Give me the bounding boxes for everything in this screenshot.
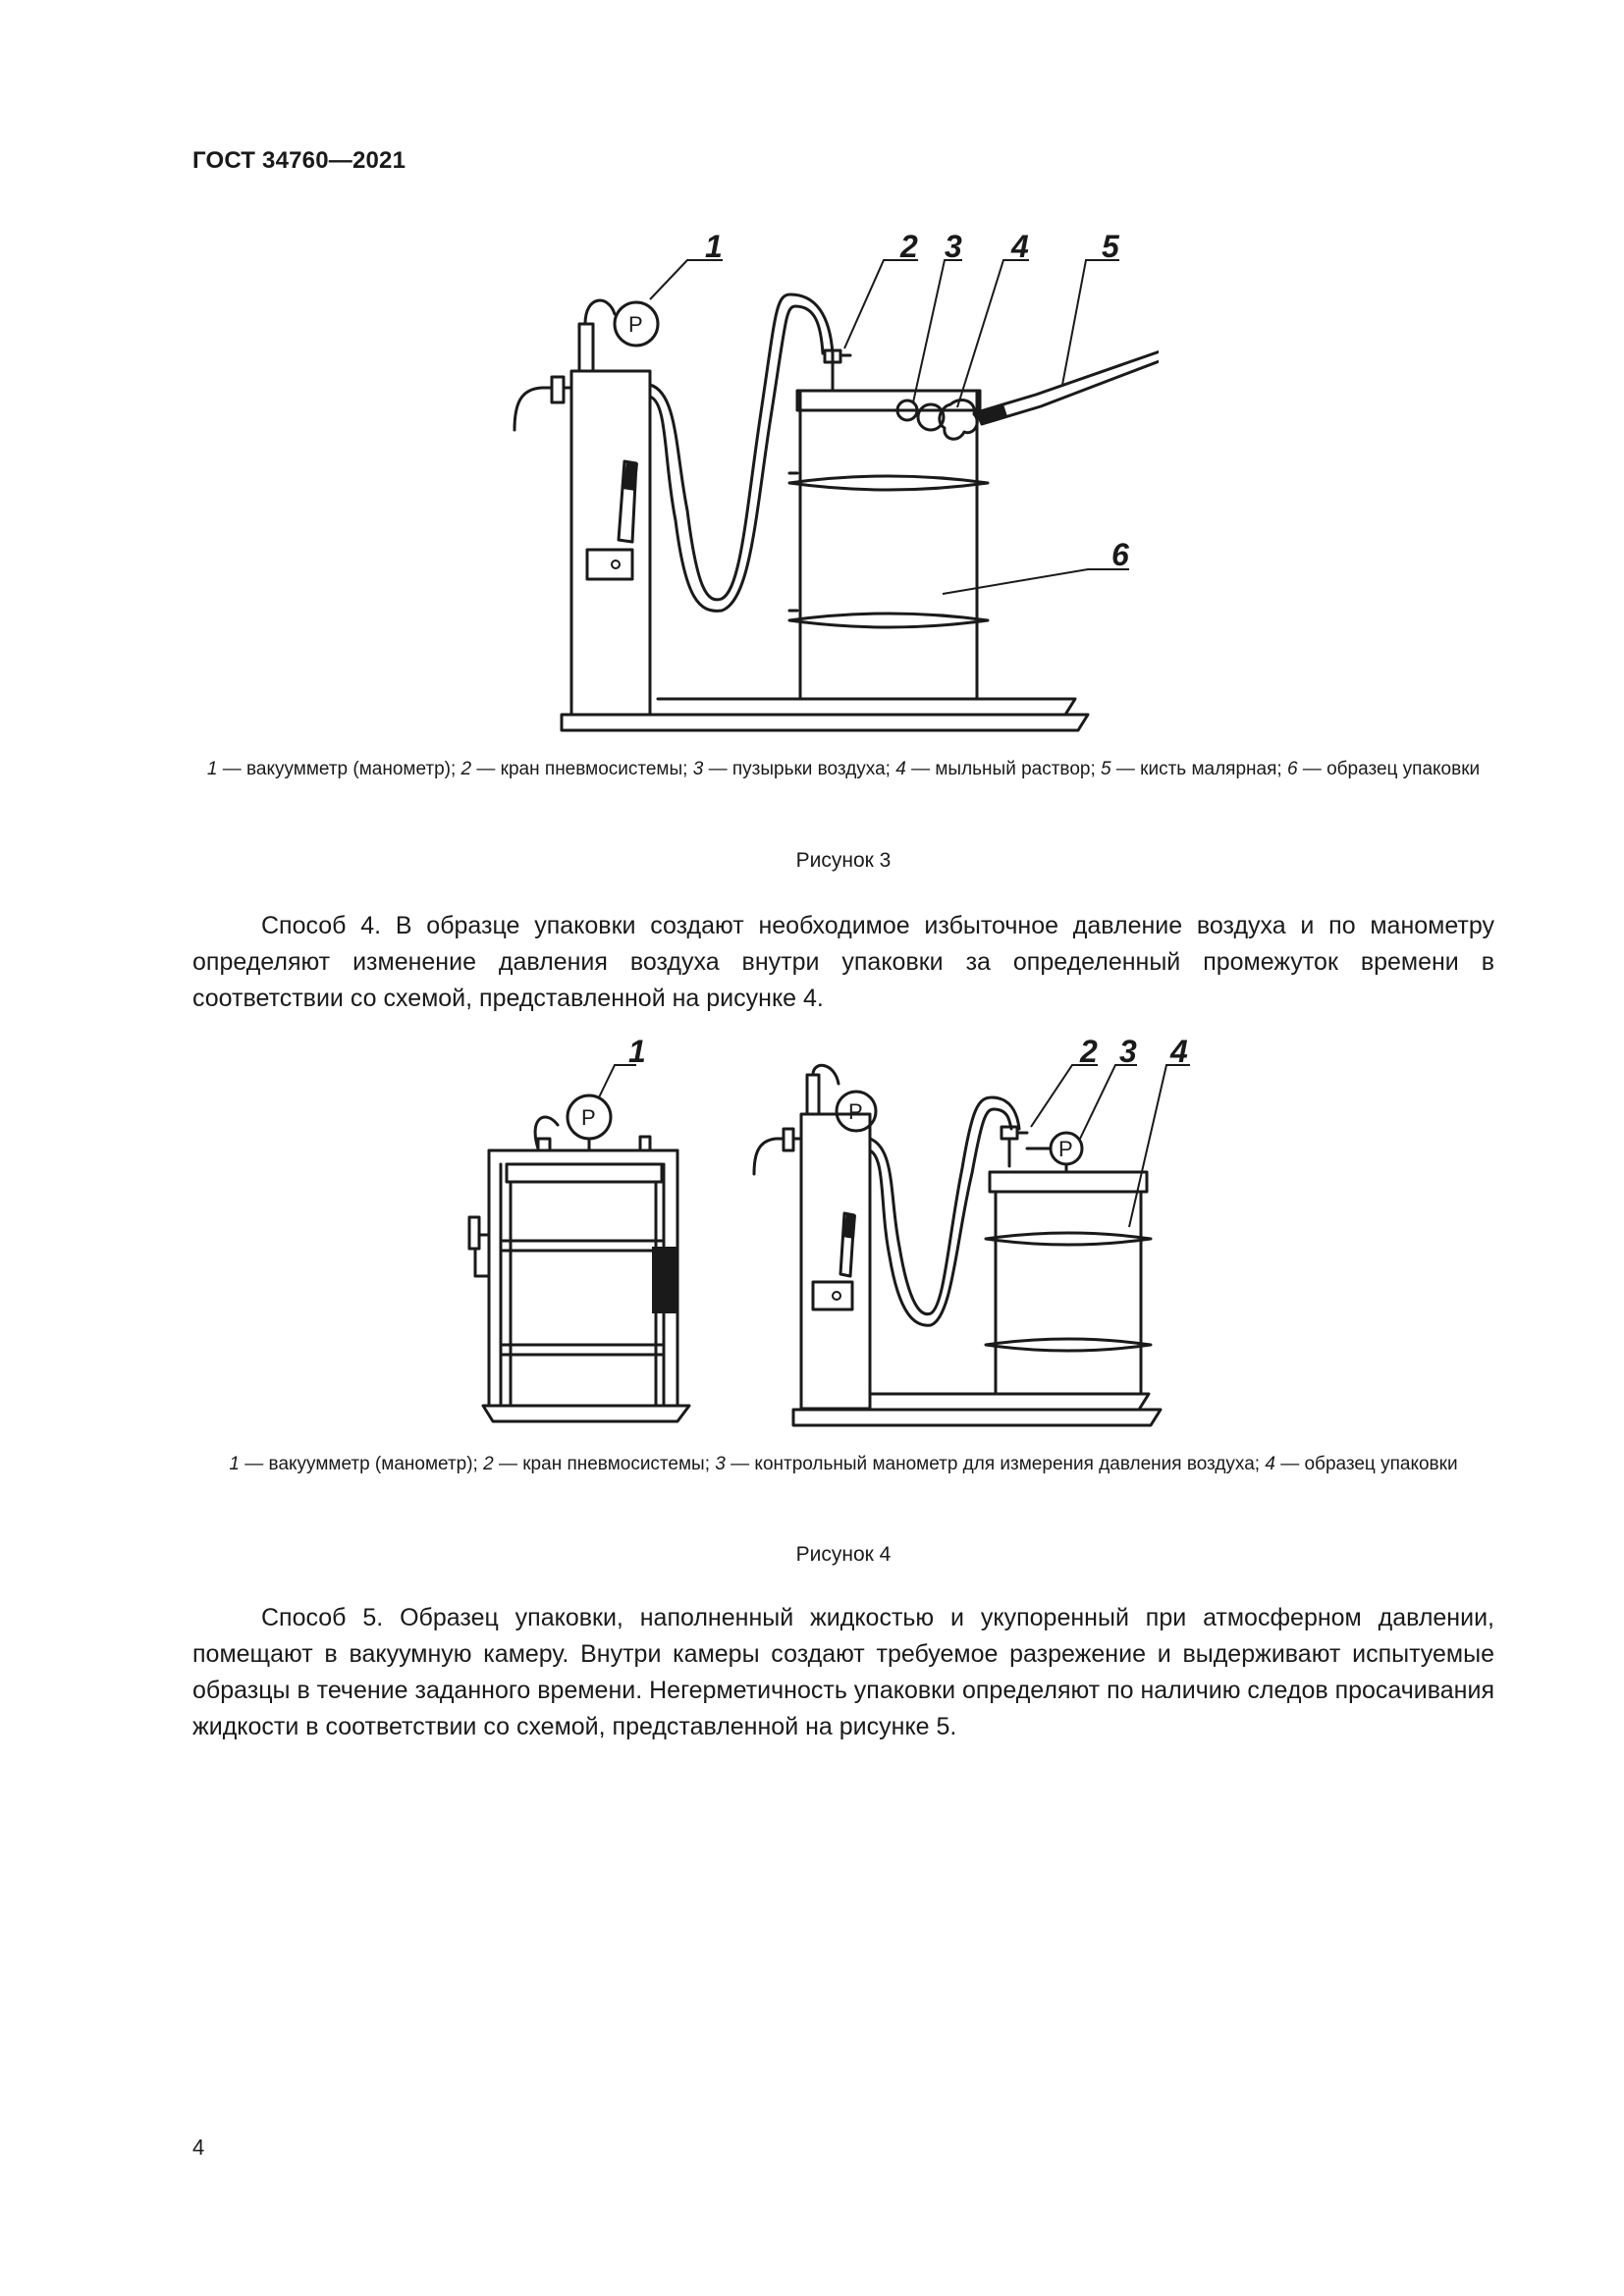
gauge-letter: P xyxy=(848,1099,863,1124)
gauge-letter: P xyxy=(581,1105,596,1130)
legend-text: — кран пневмосистемы; xyxy=(471,759,693,779)
paragraph-text: Способ 5. Образец упаковки, наполненный жидкостью и укупоренный при атмосферном давлении, помещают в вакуумную камеру. Внутри камеры создают требуемое разрежение и выдерживают испытуемые образцы в течение заданного времени. Негерметичность упаковки определяют по наличию следов просачивания жидкости в соответствии со схемой, представленной на рисунке 5. xyxy=(192,1604,1494,1740)
legend-text: — образец упаковки xyxy=(1274,1454,1458,1474)
page-number: 4 xyxy=(192,2135,205,2160)
gauge-letter: P xyxy=(628,312,643,337)
paragraph-method-4 xyxy=(192,908,1494,1017)
legend-num: 4 xyxy=(1265,1454,1275,1474)
fig4-label-4: 4 xyxy=(1170,1034,1188,1069)
legend-num: 2 xyxy=(460,759,472,779)
legend-num: 3 xyxy=(692,759,704,779)
legend-text: — контрольный манометр для измерения давления воздуха; xyxy=(725,1454,1266,1474)
fig4-label-2: 2 xyxy=(1080,1034,1098,1069)
legend-num: 3 xyxy=(715,1454,726,1474)
paragraph-text: Способ 4. В образце упаковки создают необходимое избыточное давление воздуха и по манометру определяют изменение давления воздуха внутри упаковки за определенный промежуток времени в соответствии со схемой, представленной на рисунке 4. xyxy=(192,912,1494,1012)
gauge-letter: P xyxy=(1058,1137,1073,1161)
fig3-label-2: 2 xyxy=(900,229,918,264)
figure-4-legend xyxy=(192,1451,1494,1477)
legend-text: — кисть малярная; xyxy=(1110,759,1287,779)
fig3-label-4: 4 xyxy=(1011,229,1029,264)
figure-4-drawing xyxy=(461,1031,1208,1443)
legend-text: — кран пневмосистемы; xyxy=(493,1454,716,1474)
fig4-label-1: 1 xyxy=(628,1034,646,1069)
paragraph-method-5 xyxy=(192,1600,1494,1745)
figure-4-title: Рисунок 4 xyxy=(795,1543,892,1566)
fig3-label-5: 5 xyxy=(1102,229,1119,264)
document-header: ГОСТ 34760—2021 xyxy=(192,147,406,174)
legend-text: — образец упаковки xyxy=(1297,759,1481,779)
legend-text: — пузырьки воздуха; xyxy=(703,759,896,779)
figure-3-legend xyxy=(192,756,1494,782)
fig3-label-3: 3 xyxy=(945,229,962,264)
legend-num: 2 xyxy=(483,1454,494,1474)
legend-num: 5 xyxy=(1101,759,1111,779)
fig3-label-1: 1 xyxy=(705,229,723,264)
figure-3-title: Рисунок 3 xyxy=(795,849,892,872)
legend-num: 1 xyxy=(206,759,218,779)
figure-3-drawing xyxy=(491,221,1159,741)
fig4-label-3: 3 xyxy=(1119,1034,1137,1069)
legend-num: 4 xyxy=(895,759,906,779)
legend-num: 6 xyxy=(1286,759,1298,779)
legend-num: 1 xyxy=(229,1454,240,1474)
legend-text: — вакуумметр (манометр); xyxy=(240,1454,484,1474)
legend-text: — мыльный раствор; xyxy=(905,759,1102,779)
legend-text: — вакуумметр (манометр); xyxy=(217,759,461,779)
fig3-label-6: 6 xyxy=(1111,537,1129,572)
